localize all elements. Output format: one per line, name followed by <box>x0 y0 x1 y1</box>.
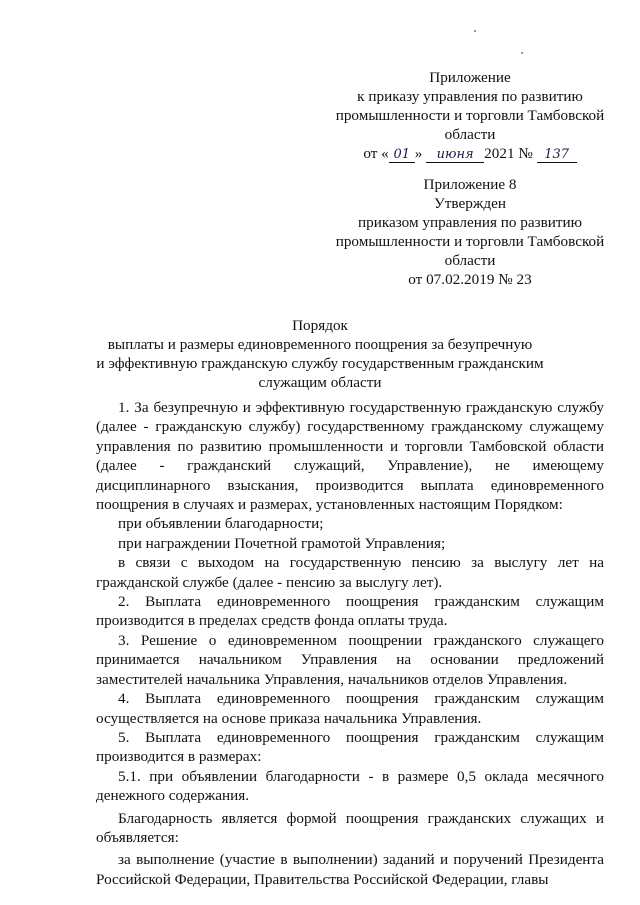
date-quote: » <box>414 145 423 162</box>
title-line: и эффективную гражданскую службу государственным гражданским <box>96 355 544 372</box>
title-line: выплаты и размеры единовременного поощрения за безупречную <box>107 336 533 353</box>
approval-title: Приложение 8 <box>423 176 517 193</box>
paragraph-4: 4. Выплата единовременного поощрения гражданским служащим осуществляется на основе приказа начальника Управления. <box>96 690 604 727</box>
title-line: служащим области <box>258 374 382 391</box>
list-item: при награждении Почетной грамотой Управления; <box>118 534 446 552</box>
date-month-handwritten: июня <box>426 147 484 163</box>
paragraph-gratitude: Благодарность является формой поощрения гражданских служащих и объявляется: <box>96 809 604 846</box>
list-item: при объявлении благодарности; <box>118 515 324 533</box>
paragraph-3: 3. Решение о единовременном поощрении гражданского служащего принимается начальником Управления на основании предложений заместителей начальника Управления, начальников отделов Управления. <box>96 631 604 688</box>
paragraph-1: 1. За безупречную и эффективную государственную гражданскую службу (далее - гражданскую службу) государственному гражданскому служащему управления по развитию промышленности и торговли Тамбовской области (далее - гражданский служащий, Управление), не имеющему дисциплинарного взыскания, производится выплата единовременного поощрения в случаях и размерах, установленных настоящим Порядком: <box>96 399 604 514</box>
approval-header <box>330 175 610 289</box>
approval-line: Утвержден <box>434 195 506 212</box>
title-line: Порядок <box>292 317 348 334</box>
date-day-handwritten: 01 <box>389 147 415 163</box>
date-year: 2021 № <box>484 145 533 162</box>
appendix-line: промышленности и торговли Тамбовской <box>335 107 605 124</box>
order-number-handwritten: 137 <box>537 147 577 163</box>
appendix-line: к приказу управления по развитию <box>357 88 583 105</box>
scan-speck <box>521 52 523 54</box>
appendix-date-line <box>330 144 610 163</box>
paragraph-5-1: 5.1. при объявлении благодарности - в размере 0,5 оклада месячного денежного содержания. <box>96 767 604 805</box>
date-prefix: от « <box>363 145 389 162</box>
paragraph-2: 2. Выплата единовременного поощрения гражданским служащим производится в пределах средств фонда оплаты труда. <box>96 593 604 630</box>
scan-speck <box>474 30 476 32</box>
document-title <box>80 316 560 392</box>
approval-line: приказом управления по развитию <box>357 214 582 231</box>
appendix-title: Приложение <box>429 69 511 86</box>
document-body <box>96 398 604 889</box>
list-item: в связи с выходом на государственную пенсию за выслугу лет на гражданской службе (далее - пенсию за выслугу лет). <box>96 554 604 591</box>
approval-line: промышленности и торговли Тамбовской <box>335 233 605 250</box>
appendix-line: области <box>444 126 496 143</box>
approval-line: области <box>444 252 496 269</box>
appendix-header <box>330 68 610 163</box>
approval-date: от 07.02.2019 № 23 <box>408 271 532 288</box>
paragraph-gratitude-reason: за выполнение (участие в выполнении) заданий и поручений Президента Российской Федерации, Правительства Российской Федерации, главы <box>96 851 604 888</box>
paragraph-5: 5. Выплата единовременного поощрения гражданским служащим производится в размерах: <box>96 728 604 766</box>
